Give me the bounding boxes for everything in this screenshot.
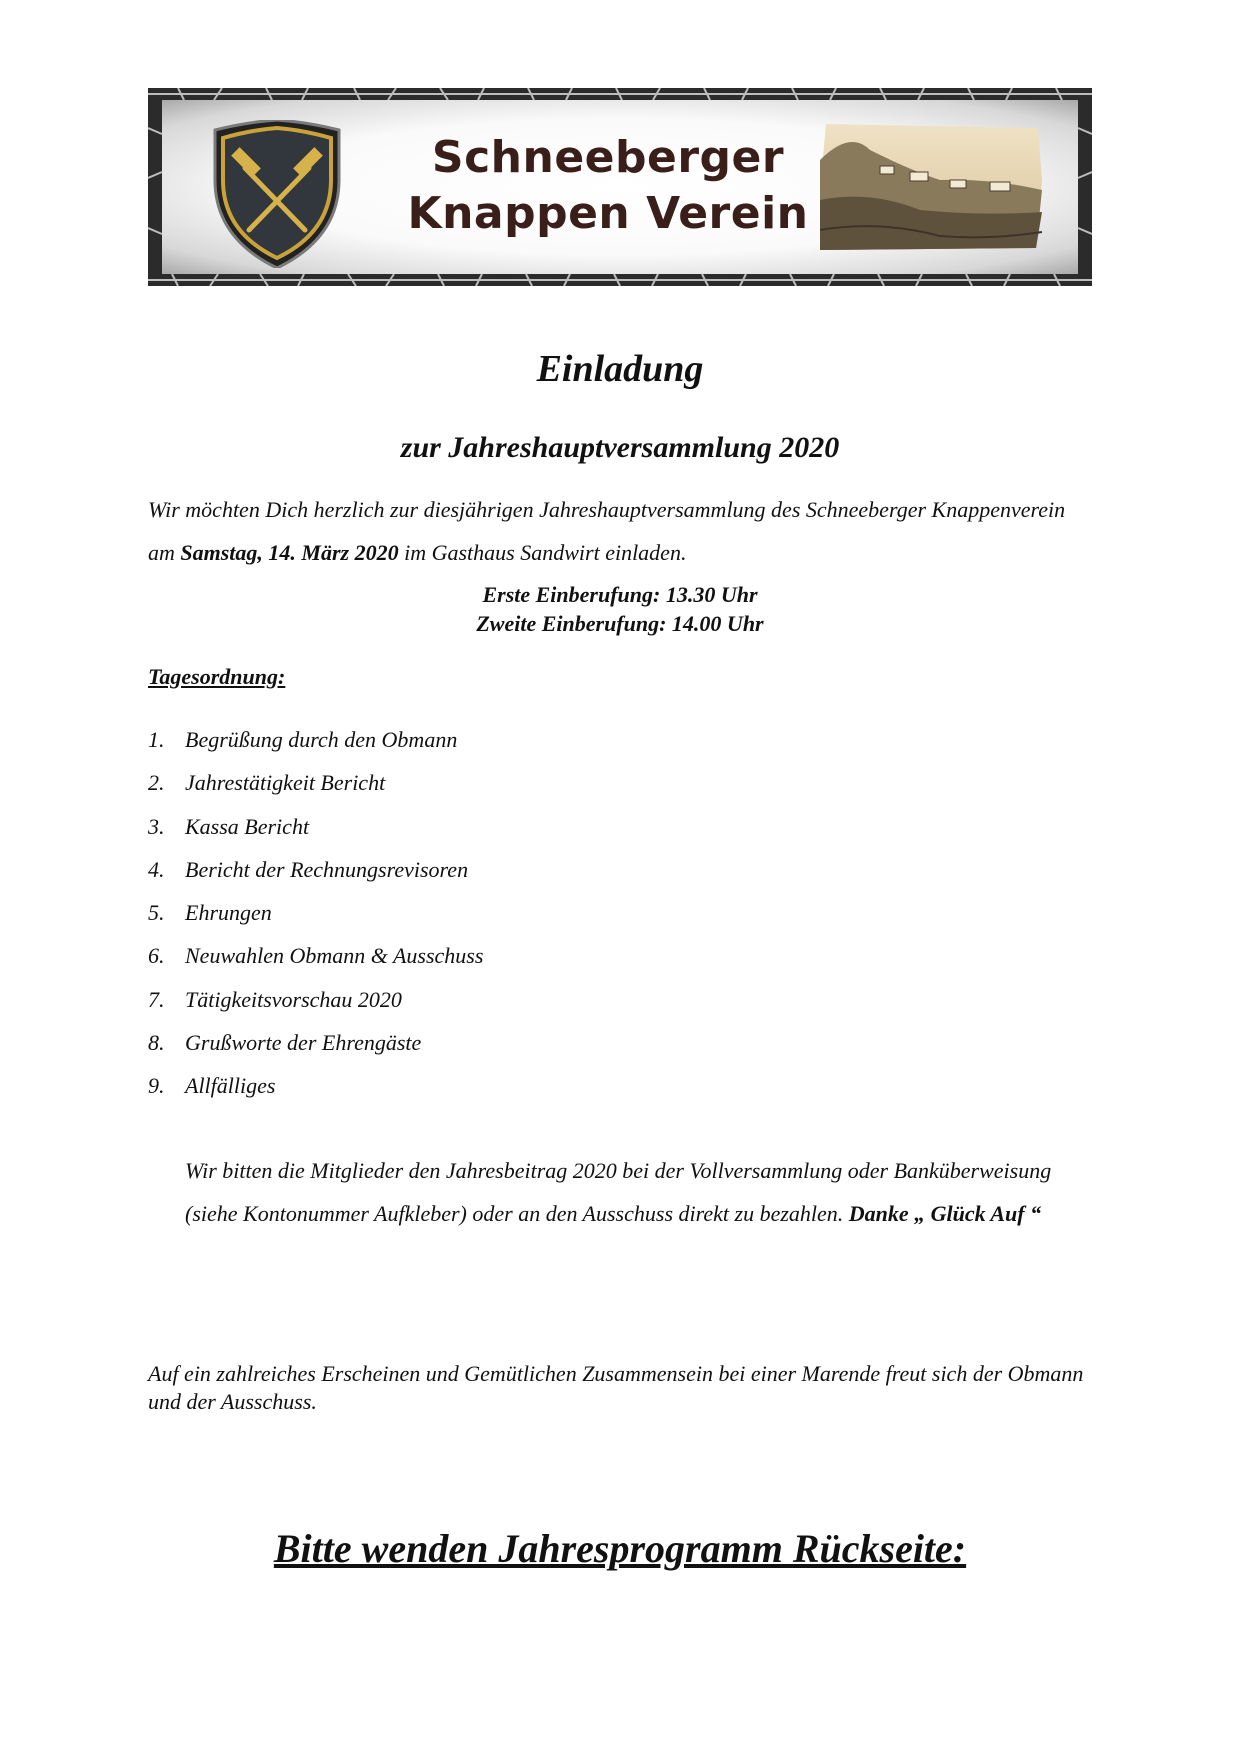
banner-title: [398, 130, 818, 242]
agenda-number: 6.: [148, 943, 165, 969]
agenda-item: [148, 1064, 1048, 1107]
second-call: Zweite Einberufung: 14.00 Uhr: [476, 611, 764, 636]
agenda-item: [148, 978, 1048, 1021]
agenda-number: 2.: [148, 770, 165, 796]
please-turn-notice: Bitte wenden Jahresprogramm Rückseite:: [273, 1526, 967, 1571]
page-subtitle: zur Jahreshauptversammlung 2020: [400, 431, 840, 464]
hammer-and-pick-shield-icon: [207, 120, 347, 268]
agenda-text: Ehrungen: [185, 900, 272, 926]
banner-title-line1: Schneeberger: [431, 132, 785, 183]
page-title: Einladung: [536, 348, 704, 390]
agenda-text: Kassa Bericht: [185, 813, 310, 839]
payment-thanks: Danke „ Glück Auf “: [848, 1201, 1042, 1226]
intro-date: Samstag, 14. März 2020: [180, 540, 399, 565]
intro-text-part1: Wir möchten Dich herzlich zur diesjährigen Jahreshauptversammlung des Schneeberger Knappenverein am: [148, 497, 1066, 565]
payment-paragraph: [185, 1149, 1065, 1235]
agenda-text: Allfälliges: [185, 1073, 276, 1099]
intro-paragraph: [148, 488, 1088, 574]
agenda-list: [148, 718, 1048, 1108]
agenda-number: 4.: [148, 856, 165, 882]
agenda-number: 7.: [148, 986, 165, 1012]
first-call: Erste Einberufung: 13.30 Uhr: [482, 582, 758, 607]
agenda-number: 3.: [148, 813, 165, 839]
intro-text-part2: im Gasthaus Sandwirt einladen.: [398, 540, 687, 565]
agenda-text: Grußworte der Ehrengäste: [185, 1030, 422, 1056]
agenda-text: Tätigkeitsvorschau 2020: [185, 986, 402, 1012]
agenda-item: [148, 718, 1048, 761]
agenda-item: [148, 934, 1048, 977]
session-times: [0, 580, 1240, 638]
agenda-text: Neuwahlen Obmann & Ausschuss: [185, 943, 484, 969]
agenda-item: [148, 761, 1048, 804]
agenda-number: 1.: [148, 727, 165, 752]
agenda-number: 8.: [148, 1030, 165, 1056]
banner-title-line2: Knappen Verein: [407, 188, 809, 239]
agenda-text: Jahrestätigkeit Bericht: [185, 770, 386, 796]
agenda-heading: Tagesordnung:: [148, 664, 286, 689]
agenda-number: 9.: [148, 1073, 165, 1099]
agenda-item: [148, 1021, 1048, 1064]
banner-panel: [162, 100, 1078, 274]
payment-text: Wir bitten die Mitglieder den Jahresbeitrag 2020 bei der Vollversammlung oder Banküberweisung (siehe Kontonummer Aufkleber) oder an den Ausschuss direkt zu bezahlen.: [185, 1158, 1052, 1226]
sepia-mining-village-photo: [820, 120, 1044, 254]
agenda-item: [148, 848, 1048, 891]
agenda-item: [148, 891, 1048, 934]
agenda-text: Begrüßung durch den Obmann: [185, 727, 458, 752]
agenda-item: [148, 805, 1048, 848]
header-banner: [148, 88, 1092, 286]
agenda-number: 5.: [148, 900, 165, 926]
closing-paragraph: Auf ein zahlreiches Erscheinen und Gemütlichen Zusammensein bei einer Marende freut sich der Obmann und der Ausschuss.: [148, 1361, 1084, 1414]
agenda-text: Bericht der Rechnungsrevisoren: [185, 856, 469, 882]
